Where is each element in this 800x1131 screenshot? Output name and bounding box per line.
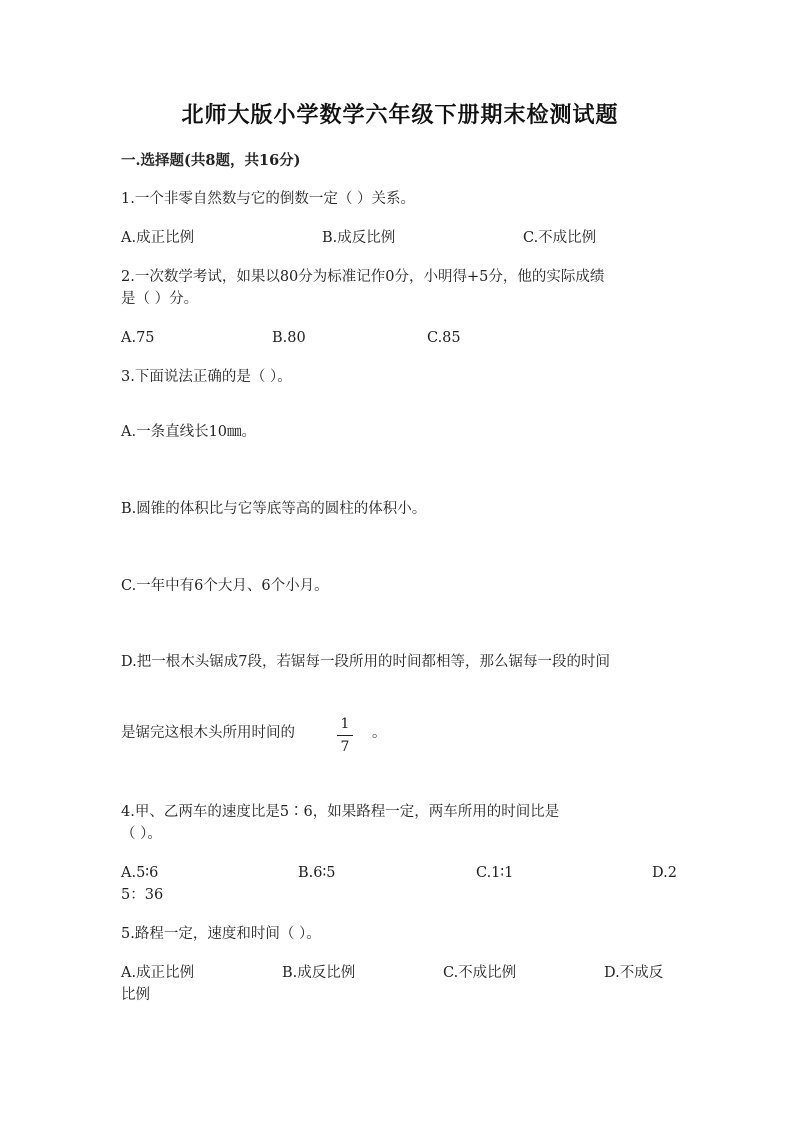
question-3-option-d-period: 。 xyxy=(372,725,387,741)
question-4-option-a: A.5∶6 xyxy=(121,865,159,881)
question-4-option-d-continued: 5：36 xyxy=(121,887,164,903)
question-1-option-a: A.成正比例 xyxy=(121,230,195,246)
page-title: 北师大版小学数学六年级下册期末检测试题 xyxy=(181,102,619,128)
question-4-option-d: D.2 xyxy=(652,865,677,881)
question-1-option-b: B.成反比例 xyxy=(322,230,396,246)
question-4-stem-line-1: 4.甲、乙两车的速度比是5∶6，如果路程一定，两车所用的时间比是 xyxy=(121,804,560,820)
question-3-option-c: C.一年中有6个大月、6个小月。 xyxy=(121,578,329,594)
question-4-option-b: B.6∶5 xyxy=(298,865,336,881)
question-5-option-a: A.成正比例 xyxy=(121,965,195,981)
question-2-option-c: C.85 xyxy=(427,330,461,346)
question-5-option-d: D.不成反 xyxy=(604,965,664,981)
question-3-option-a: A.一条直线长10㎜。 xyxy=(121,424,257,440)
question-5-option-c: C.不成比例 xyxy=(443,965,517,981)
question-4-option-c: C.1∶1 xyxy=(476,865,514,881)
fraction-numerator: 1 xyxy=(340,716,350,732)
question-2-option-b: B.80 xyxy=(272,330,306,346)
question-1-option-c: C.不成比例 xyxy=(523,230,597,246)
fraction-bar xyxy=(337,735,353,736)
section-heading: 一.选择题(共8题，共16分) xyxy=(121,152,301,169)
question-2-stem-line-2: 是（ ）分。 xyxy=(121,291,199,307)
question-5-option-d-continued: 比例 xyxy=(121,987,150,1003)
question-4-stem-line-2: （ ）。 xyxy=(121,826,162,842)
question-2-stem-line-1: 2.一次数学考试，如果以80分为标准记作0分，小明得+5分，他的实际成绩 xyxy=(121,269,605,285)
fraction-denominator: 7 xyxy=(340,739,350,755)
question-5-stem: 5.路程一定，速度和时间（ ）。 xyxy=(121,926,321,942)
question-3-option-b: B.圆锥的体积比与它等底等高的圆柱的体积小。 xyxy=(121,501,427,517)
question-3-stem: 3.下面说法正确的是（ ）。 xyxy=(121,369,292,385)
question-1-stem: 1.一个非零自然数与它的倒数一定（ ）关系。 xyxy=(121,191,415,207)
question-5-option-b: B.成反比例 xyxy=(282,965,356,981)
question-3-option-d-line-2: 是锯完这根木头所用时间的 xyxy=(121,725,295,741)
fraction-one-seventh xyxy=(336,716,354,755)
question-2-option-a: A.75 xyxy=(121,330,155,346)
question-3-option-d-line-1: D.把一根木头锯成7段，若锯每一段所用的时间都相等，那么锯每一段的时间 xyxy=(121,654,610,670)
